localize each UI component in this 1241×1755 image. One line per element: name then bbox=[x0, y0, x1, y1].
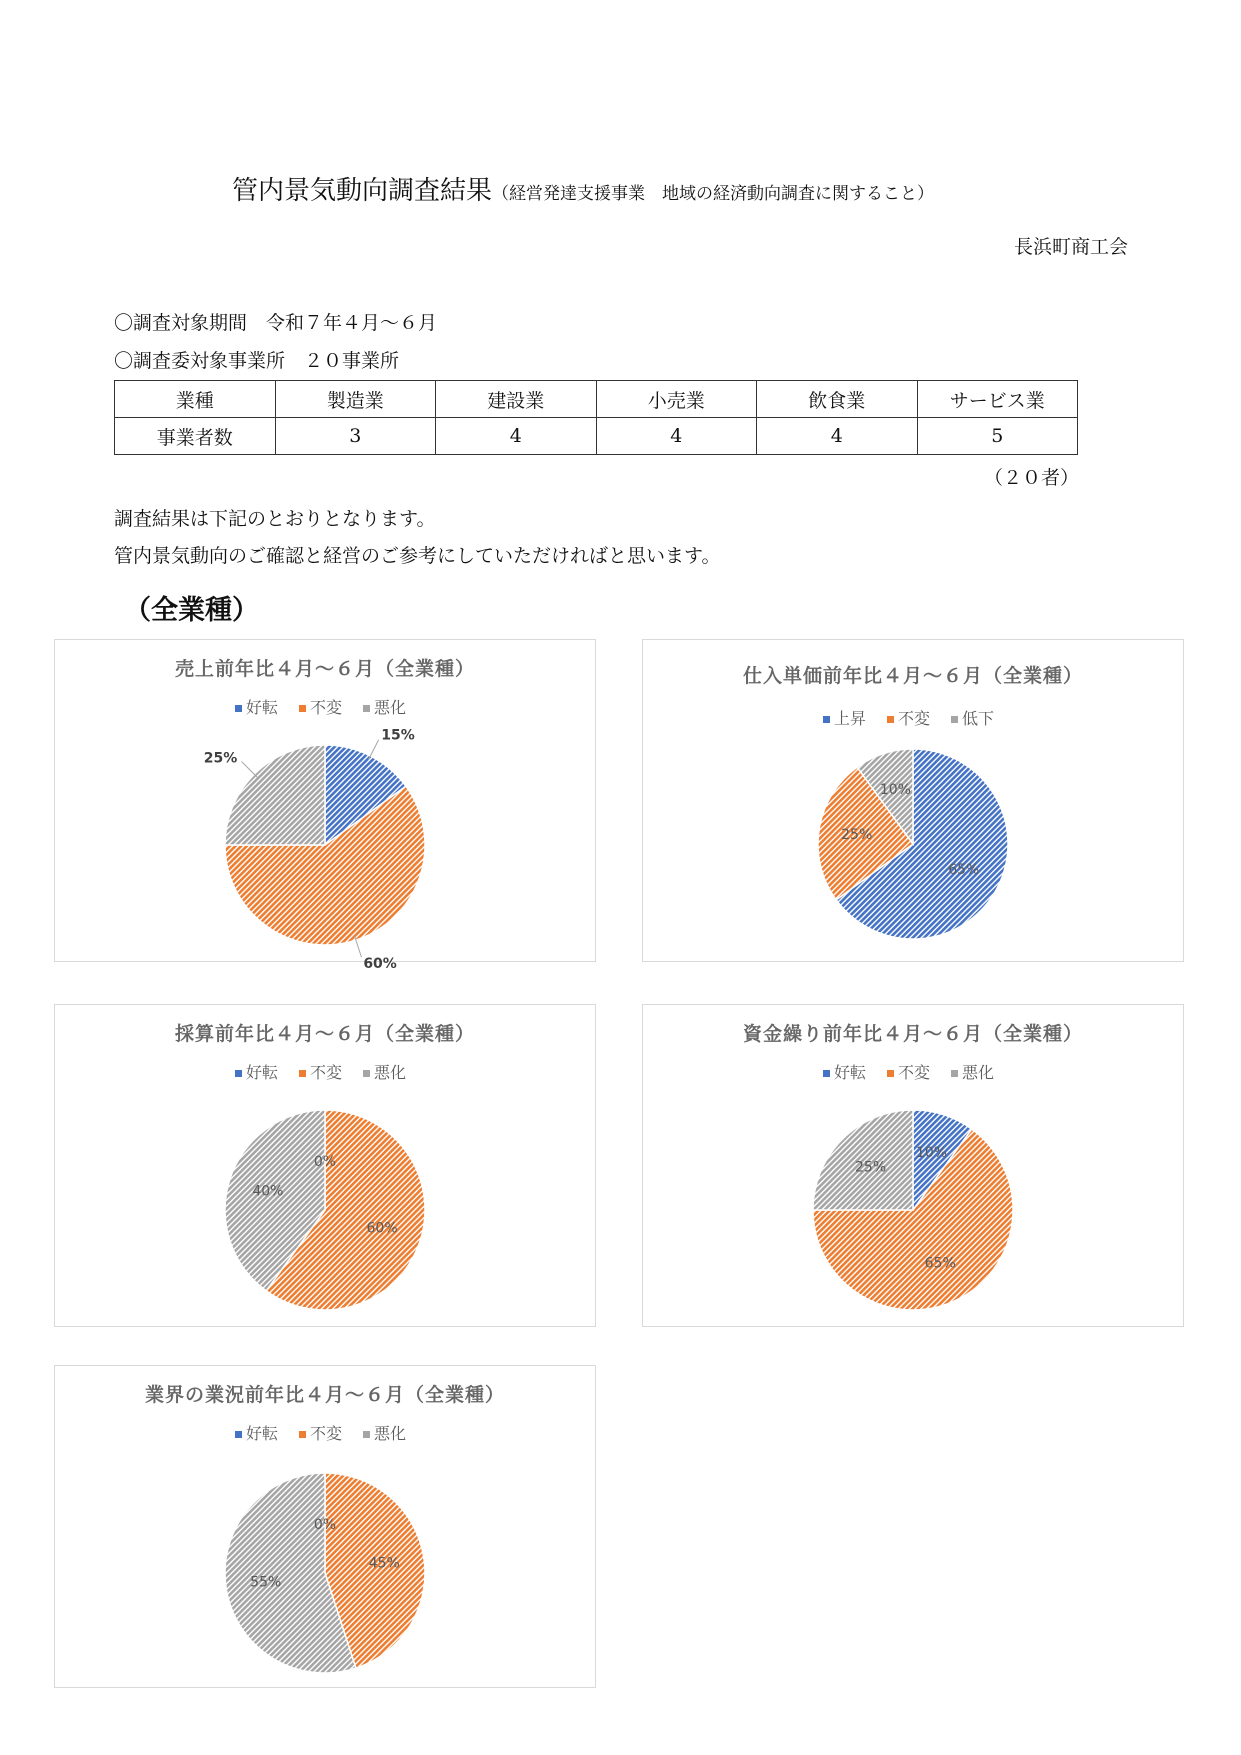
table-cell: 4 bbox=[596, 418, 757, 455]
result-message-1: 調査結果は下記のとおりとなります。 bbox=[114, 508, 436, 530]
data-label: 55% bbox=[250, 1574, 282, 1591]
data-label: 10% bbox=[879, 781, 911, 798]
legend-swatch bbox=[235, 705, 242, 712]
chart-legend bbox=[235, 1424, 406, 1443]
legend-label: 不変 bbox=[310, 1424, 343, 1443]
legend-label: 不変 bbox=[310, 698, 343, 717]
legend-label: 悪化 bbox=[374, 1063, 407, 1082]
chart-title: 仕入単価前年比４月～６月（全業種） bbox=[742, 665, 1084, 687]
leader-line bbox=[369, 740, 379, 760]
table-cell: 4 bbox=[436, 418, 597, 455]
table-header-cell: 業種 bbox=[115, 381, 276, 418]
legend-label: 不変 bbox=[310, 1063, 343, 1082]
chart-legend bbox=[235, 698, 406, 717]
table-header-cell: 飲食業 bbox=[757, 381, 918, 418]
legend-swatch bbox=[235, 1070, 242, 1077]
table-cell: 5 bbox=[917, 418, 1078, 455]
table-header-cell: 建設業 bbox=[436, 381, 597, 418]
legend-swatch bbox=[887, 1070, 894, 1077]
table-header-row bbox=[115, 381, 1078, 418]
legend-swatch bbox=[887, 716, 894, 723]
table-row-label: 事業者数 bbox=[115, 418, 276, 455]
legend-swatch bbox=[951, 716, 958, 723]
legend-label: 好転 bbox=[834, 1063, 867, 1082]
result-message-2: 管内景気動向のご確認と経営のご参考にしていただければと思います。 bbox=[114, 545, 721, 567]
legend-swatch bbox=[363, 1070, 370, 1077]
legend-label: 好転 bbox=[246, 1424, 279, 1443]
data-label: 0% bbox=[313, 1517, 337, 1533]
pie-chart-svg bbox=[643, 640, 1182, 960]
data-label: 10% bbox=[915, 1144, 948, 1161]
survey-period: 〇調査対象期間 令和７年４月～６月 bbox=[114, 312, 438, 334]
table-total: （２０者） bbox=[983, 467, 1079, 489]
legend-label: 好転 bbox=[246, 698, 279, 717]
chart-profitability bbox=[54, 1004, 596, 1327]
chart-title: 採算前年比４月～６月（全業種） bbox=[174, 1023, 476, 1045]
table-cell: 4 bbox=[757, 418, 918, 455]
legend-swatch bbox=[235, 1431, 242, 1438]
legend-label: 悪化 bbox=[374, 1424, 407, 1443]
legend-swatch bbox=[951, 1070, 958, 1077]
pie-chart-svg bbox=[55, 1005, 594, 1325]
legend-swatch bbox=[823, 1070, 830, 1077]
chart-sales bbox=[54, 639, 596, 972]
chart-title: 業界の業況前年比４月～６月（全業種） bbox=[144, 1384, 506, 1406]
legend-swatch bbox=[299, 705, 306, 712]
legend-label: 上昇 bbox=[834, 709, 867, 728]
legend-label: 悪化 bbox=[374, 698, 407, 717]
legend-label: 低下 bbox=[962, 709, 995, 728]
legend-swatch bbox=[363, 705, 370, 712]
chart-industry-condition bbox=[54, 1365, 596, 1688]
survey-target: 〇調査委対象事業所 ２０事業所 bbox=[114, 350, 400, 372]
legend-label: 不変 bbox=[898, 709, 931, 728]
data-label: 25% bbox=[841, 827, 873, 844]
chart-legend bbox=[235, 1063, 406, 1082]
pie-chart-svg bbox=[643, 1005, 1182, 1325]
title-main: 管内景気動向調査結果 bbox=[232, 176, 493, 206]
chart-title: 資金繰り前年比４月～６月（全業種） bbox=[742, 1023, 1084, 1045]
pie-chart-svg bbox=[55, 640, 594, 972]
legend-swatch bbox=[299, 1431, 306, 1438]
data-label: 60% bbox=[366, 1220, 398, 1237]
table-header-cell: 小売業 bbox=[596, 381, 757, 418]
table-row bbox=[115, 418, 1078, 455]
legend-label: 好転 bbox=[246, 1063, 279, 1082]
pie-chart-svg bbox=[55, 1366, 594, 1686]
organization-name: 長浜町商工会 bbox=[1013, 236, 1128, 258]
legend-swatch bbox=[299, 1070, 306, 1077]
leader-line bbox=[242, 762, 258, 778]
data-label: 25% bbox=[203, 750, 238, 767]
chart-legend bbox=[823, 1063, 994, 1082]
legend-swatch bbox=[823, 716, 830, 723]
data-label: 40% bbox=[252, 1183, 284, 1200]
pie-slice bbox=[225, 745, 325, 845]
table-cell: 3 bbox=[275, 418, 436, 455]
legend-label: 不変 bbox=[898, 1063, 931, 1082]
document-title bbox=[232, 170, 934, 207]
section-title: （全業種） bbox=[124, 595, 259, 626]
data-label: 15% bbox=[381, 727, 415, 744]
title-subtitle: （経営発達支援事業 地域の経済動向調査に関すること） bbox=[492, 184, 935, 204]
data-label: 0% bbox=[313, 1154, 337, 1170]
chart-cash-flow bbox=[642, 1004, 1184, 1327]
chart-purchase-price bbox=[642, 639, 1184, 962]
data-label: 45% bbox=[368, 1555, 400, 1572]
legend-swatch bbox=[363, 1431, 370, 1438]
data-label: 65% bbox=[948, 861, 980, 878]
data-label: 65% bbox=[924, 1255, 956, 1272]
data-label: 25% bbox=[855, 1159, 887, 1176]
table-header-cell: サービス業 bbox=[917, 381, 1078, 418]
legend-label: 悪化 bbox=[962, 1063, 995, 1082]
chart-title: 売上前年比４月～６月（全業種） bbox=[174, 658, 476, 680]
table-header-cell: 製造業 bbox=[275, 381, 436, 418]
data-label: 60% bbox=[363, 955, 397, 972]
chart-legend bbox=[823, 709, 994, 728]
business-count-table bbox=[114, 380, 1078, 455]
